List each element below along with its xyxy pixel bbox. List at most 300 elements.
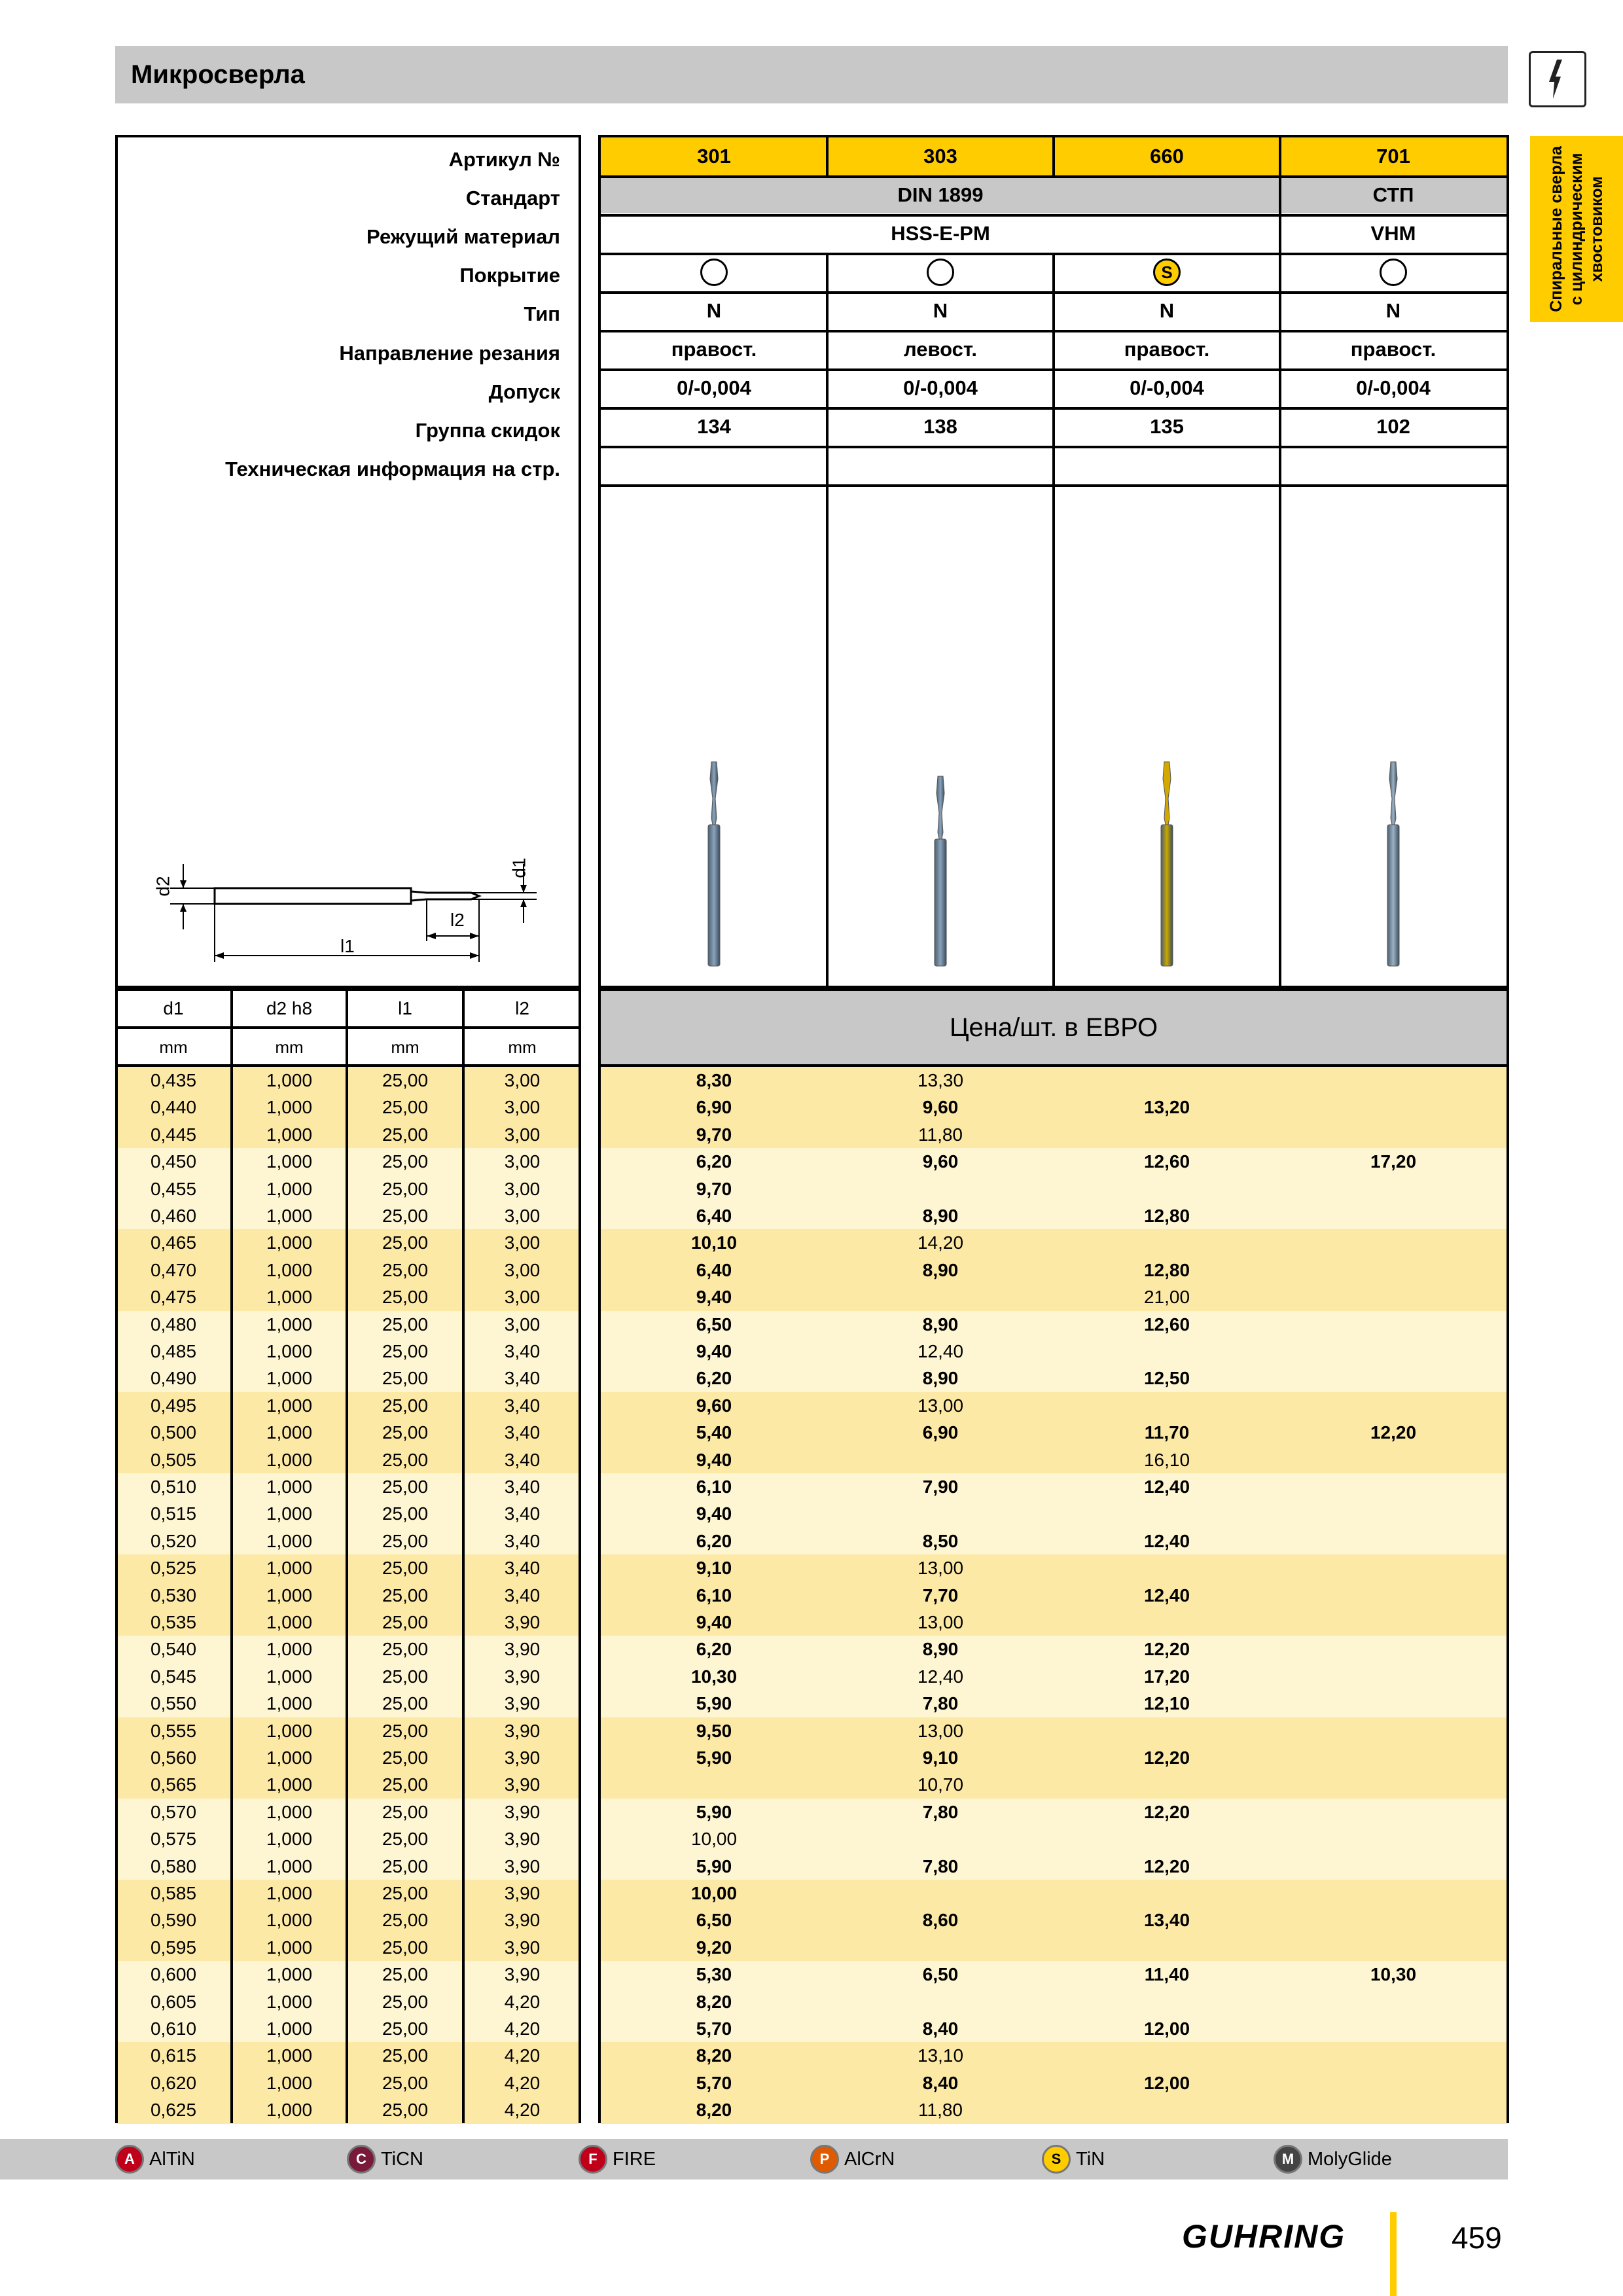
price-cell[interactable]: 6,90 <box>922 1422 959 1443</box>
price-cell[interactable] <box>1280 1825 1507 1852</box>
table-cell: 0,565 <box>150 1774 197 1795</box>
price-cell[interactable]: 12,20 <box>1143 1748 1190 1768</box>
coating-cell <box>1054 254 1280 291</box>
table-cell: 3,40 <box>504 1395 541 1416</box>
price-cell[interactable] <box>1280 1067 1507 1094</box>
price-cell[interactable]: 6,50 <box>696 1314 732 1335</box>
legend-label: TiCN <box>381 2148 423 2170</box>
discount-group-cell: 134 <box>697 415 731 438</box>
table-cell: 0,465 <box>150 1232 197 1253</box>
table-cell: 25,00 <box>382 1422 429 1443</box>
price-cell[interactable]: 13,00 <box>917 1612 964 1632</box>
table-cell: 0,455 <box>150 1178 197 1199</box>
discount-group-cell: 102 <box>1376 415 1410 438</box>
price-cell[interactable] <box>827 1934 1054 1961</box>
table-cell: 3,00 <box>504 1070 541 1090</box>
direction-cell: правост. <box>1350 338 1436 361</box>
side-tab-line1: Спиральные сверла <box>1546 146 1565 312</box>
grid-line <box>598 175 1509 178</box>
table-cell: 25,00 <box>382 1178 429 1199</box>
table-cell: 3,00 <box>504 1206 541 1226</box>
price-cell[interactable]: 10,00 <box>690 1829 738 1850</box>
table-cell: 3,40 <box>504 1422 541 1443</box>
grid-line <box>346 1067 348 2123</box>
price-cell[interactable] <box>1280 1257 1507 1283</box>
table-cell: 0,550 <box>150 1693 197 1714</box>
price-cell[interactable]: 12,20 <box>1370 1422 1417 1443</box>
spec-label: Техническая информация на стр. <box>225 457 560 480</box>
price-cell[interactable]: 5,90 <box>696 1856 732 1876</box>
price-cell[interactable] <box>1054 1934 1280 1961</box>
table-cell: 1,000 <box>266 1585 313 1605</box>
price-cell[interactable]: 11,40 <box>1144 1964 1190 1985</box>
price-cell[interactable] <box>1054 1825 1280 1852</box>
table-cell: 25,00 <box>382 1666 429 1687</box>
spec-label: Покрытие <box>459 264 560 287</box>
type-cell: N <box>1385 299 1401 322</box>
price-cell[interactable] <box>1280 2042 1507 2069</box>
price-cell[interactable] <box>1054 2042 1280 2069</box>
price-cell[interactable]: 9,60 <box>696 1395 732 1416</box>
price-cell[interactable]: 13,00 <box>917 1395 964 1416</box>
legend-item <box>1042 2142 1105 2177</box>
grid-line <box>826 135 829 175</box>
grid-line <box>598 214 1509 217</box>
price-cell[interactable]: 5,40 <box>696 1422 732 1443</box>
price-cell[interactable] <box>1054 1067 1280 1094</box>
price-cell[interactable] <box>1280 1175 1507 1202</box>
price-cell[interactable]: 8,40 <box>922 2072 959 2093</box>
price-cell[interactable]: 8,60 <box>922 1910 959 1931</box>
table-cell: 4,20 <box>504 1991 541 2012</box>
table-cell: 0,625 <box>150 2100 197 2121</box>
table-cell: 0,475 <box>150 1287 197 1308</box>
table-cell: 1,000 <box>266 1937 313 1958</box>
table-cell: 3,40 <box>504 1530 541 1551</box>
price-cell[interactable]: 8,90 <box>922 1259 959 1280</box>
price-cell[interactable] <box>1280 1934 1507 1961</box>
price-cell[interactable]: 8,90 <box>922 1639 959 1660</box>
table-cell: 0,520 <box>150 1530 197 1551</box>
price-cell[interactable]: 9,60 <box>922 1097 959 1118</box>
legend-item <box>579 2142 656 2177</box>
table-cell: 1,000 <box>266 1259 313 1280</box>
price-cell[interactable]: 12,80 <box>1143 1259 1190 1280</box>
price-cell[interactable] <box>1280 1663 1507 1690</box>
side-tab-line3: хвостовиком <box>1587 176 1606 282</box>
table-cell: 3,90 <box>504 1937 541 1958</box>
price-cell[interactable]: 12,20 <box>1143 1801 1190 1822</box>
price-cell[interactable]: 9,60 <box>922 1151 959 1172</box>
price-cell[interactable]: 7,80 <box>922 1856 959 1876</box>
price-cell[interactable]: 12,00 <box>1143 2072 1190 2093</box>
table-cell: 1,000 <box>266 1693 313 1714</box>
table-cell: 3,90 <box>504 1910 541 1931</box>
table-cell: 1,000 <box>266 2045 313 2066</box>
price-cell[interactable] <box>1280 1202 1507 1229</box>
price-cell[interactable]: 6,40 <box>696 1206 732 1226</box>
price-cell[interactable]: 7,80 <box>922 1693 959 1714</box>
discount-group-cell: 138 <box>923 415 957 438</box>
table-cell: 3,00 <box>504 1124 541 1145</box>
legend-item <box>347 2142 423 2177</box>
price-cell[interactable]: 6,50 <box>922 1964 959 1985</box>
table-cell: 25,00 <box>382 1774 429 1795</box>
coating-cell <box>601 254 827 291</box>
price-cell[interactable]: 5,90 <box>696 1801 732 1822</box>
price-cell[interactable]: 8,90 <box>922 1206 959 1226</box>
table-cell: 3,40 <box>504 1558 541 1579</box>
price-cell[interactable] <box>1054 1338 1280 1365</box>
price-cell[interactable]: 5,70 <box>696 2018 732 2039</box>
table-cell: 25,00 <box>382 2072 429 2093</box>
price-cell[interactable]: 5,90 <box>696 1748 732 1768</box>
price-cell[interactable] <box>1280 1473 1507 1500</box>
spec-label: Группа скидок <box>415 418 560 442</box>
price-cell[interactable]: 10,70 <box>917 1774 964 1795</box>
table-cell: 25,00 <box>382 1124 429 1145</box>
price-cell[interactable]: 11,80 <box>918 1124 963 1145</box>
price-cell[interactable]: 6,10 <box>696 1477 732 1497</box>
price-cell[interactable] <box>1054 1771 1280 1798</box>
price-cell[interactable]: 13,20 <box>1143 1097 1190 1118</box>
price-cell[interactable]: 12,20 <box>1143 1639 1190 1660</box>
table-cell: 0,580 <box>150 1856 197 1876</box>
price-cell[interactable]: 9,40 <box>696 1341 732 1361</box>
column-unit: mm <box>275 1037 304 1057</box>
table-cell: 3,40 <box>504 1503 541 1524</box>
price-cell[interactable] <box>1280 1690 1507 1717</box>
table-cell: 1,000 <box>266 1477 313 1497</box>
price-cell[interactable]: 10,00 <box>690 1883 738 1903</box>
table-cell: 0,540 <box>150 1639 197 1660</box>
legend-label: TiN <box>1076 2148 1105 2170</box>
price-cell[interactable]: 12,60 <box>1143 1314 1190 1335</box>
price-cell[interactable] <box>1280 2070 1507 2096</box>
price-cell[interactable]: 6,20 <box>696 1530 732 1551</box>
table-cell: 25,00 <box>382 1991 429 2012</box>
price-cell[interactable]: 16,10 <box>1143 1449 1190 1470</box>
price-cell[interactable]: 13,00 <box>917 1558 964 1579</box>
table-cell: 25,00 <box>382 1558 429 1579</box>
price-cell[interactable] <box>1280 1988 1507 2015</box>
drill-dimension-diagram <box>144 844 550 975</box>
price-cell[interactable]: 11,80 <box>918 2100 963 2121</box>
price-cell[interactable] <box>827 1988 1054 2015</box>
section-side-tab[interactable] <box>1530 136 1623 322</box>
table-cell: 3,00 <box>504 1314 541 1335</box>
price-cell[interactable]: 5,90 <box>696 1693 732 1714</box>
discount-group-cell: 135 <box>1150 415 1184 438</box>
table-cell: 25,00 <box>382 1612 429 1632</box>
price-cell[interactable]: 12,20 <box>1143 1856 1190 1876</box>
table-cell: 1,000 <box>266 1206 313 1226</box>
table-cell: 0,530 <box>150 1585 197 1605</box>
standard-din: DIN 1899 <box>601 177 1280 213</box>
price-cell[interactable]: 21,00 <box>1143 1287 1190 1308</box>
price-cell[interactable] <box>1280 1744 1507 1771</box>
table-cell: 25,00 <box>382 1530 429 1551</box>
table-cell: 4,20 <box>504 2018 541 2039</box>
price-cell[interactable]: 9,50 <box>696 1720 732 1741</box>
direction-cell: правост. <box>1124 338 1210 361</box>
tin-icon: S <box>1042 2145 1071 2174</box>
table-cell: 3,00 <box>504 1259 541 1280</box>
article-number[interactable]: 301 <box>601 137 827 175</box>
table-cell: 0,590 <box>150 1910 197 1931</box>
price-cell[interactable] <box>1280 1121 1507 1148</box>
table-cell: 0,490 <box>150 1368 197 1389</box>
price-cell[interactable]: 9,70 <box>696 1178 732 1199</box>
price-cell[interactable]: 6,40 <box>696 1259 732 1280</box>
grid-line <box>462 1067 465 2123</box>
price-cell[interactable]: 12,40 <box>1143 1585 1190 1605</box>
price-cell[interactable]: 5,70 <box>696 2072 732 2093</box>
price-cell[interactable]: 8,30 <box>696 1070 732 1090</box>
price-cell[interactable]: 9,40 <box>696 1287 732 1308</box>
price-cell[interactable] <box>1054 1121 1280 1148</box>
price-cell[interactable] <box>1280 1283 1507 1310</box>
article-number[interactable]: 701 <box>1280 137 1507 175</box>
price-cell[interactable] <box>1280 1229 1507 1256</box>
price-cell[interactable] <box>1280 1717 1507 1744</box>
price-cell[interactable] <box>827 1446 1054 1473</box>
table-cell: 1,000 <box>266 1558 313 1579</box>
article-number[interactable]: 303 <box>827 137 1054 175</box>
column-header: l2 <box>515 998 529 1018</box>
table-cell: 25,00 <box>382 1259 429 1280</box>
table-cell: 1,000 <box>266 2018 313 2039</box>
uncoated-icon <box>700 259 728 286</box>
table-cell: 25,00 <box>382 1341 429 1361</box>
price-cell[interactable]: 9,10 <box>922 1748 959 1768</box>
price-cell[interactable]: 10,30 <box>1370 1964 1417 1985</box>
table-cell: 1,000 <box>266 2072 313 2093</box>
price-cell[interactable]: 6,20 <box>696 1151 732 1172</box>
table-cell: 0,470 <box>150 1259 197 1280</box>
page-number: 459 <box>1452 2221 1502 2255</box>
table-cell: 0,575 <box>150 1829 197 1850</box>
price-cell[interactable]: 8,20 <box>696 2045 732 2066</box>
legend-label: AlTiN <box>149 2148 195 2170</box>
type-cell: N <box>1159 299 1175 322</box>
grid-line <box>115 1026 581 1029</box>
table-cell: 0,515 <box>150 1503 197 1524</box>
table-cell: 1,000 <box>266 1666 313 1687</box>
price-cell[interactable] <box>827 1880 1054 1907</box>
price-cell[interactable]: 12,40 <box>1143 1477 1190 1497</box>
price-cell[interactable] <box>1280 1500 1507 1527</box>
price-cell[interactable]: 5,30 <box>696 1964 732 1985</box>
price-cell[interactable] <box>1054 1880 1280 1907</box>
price-cell[interactable] <box>1054 1500 1280 1527</box>
table-cell: 1,000 <box>266 1829 313 1850</box>
price-cell[interactable]: 17,20 <box>1143 1666 1190 1687</box>
price-cell[interactable]: 8,20 <box>696 1991 732 2012</box>
table-cell: 1,000 <box>266 1774 313 1795</box>
price-cell[interactable]: 13,00 <box>917 1720 964 1741</box>
price-cell[interactable] <box>827 1175 1054 1202</box>
price-cell[interactable]: 13,30 <box>917 1070 964 1090</box>
table-cell: 25,00 <box>382 1368 429 1389</box>
table-cell: 1,000 <box>266 1503 313 1524</box>
table-cell: 0,480 <box>150 1314 197 1335</box>
table-cell: 25,00 <box>382 1910 429 1931</box>
price-cell[interactable] <box>1280 1799 1507 1825</box>
price-cell[interactable]: 12,80 <box>1143 1206 1190 1226</box>
price-cell[interactable]: 8,20 <box>696 2100 732 2121</box>
price-cell[interactable]: 6,90 <box>696 1097 732 1118</box>
table-cell: 1,000 <box>266 1314 313 1335</box>
price-cell[interactable]: 12,00 <box>1143 2018 1190 2039</box>
table-cell: 3,90 <box>504 1748 541 1768</box>
price-cell[interactable]: 10,30 <box>690 1666 738 1687</box>
price-cell[interactable] <box>1054 1717 1280 1744</box>
title-bar <box>115 46 1508 103</box>
table-cell: 1,000 <box>266 1124 313 1145</box>
table-cell: 3,90 <box>504 1964 541 1985</box>
price-cell[interactable] <box>1280 1094 1507 1121</box>
table-cell: 3,00 <box>504 1232 541 1253</box>
column-header: l1 <box>398 998 412 1018</box>
price-cell[interactable]: 6,50 <box>696 1910 732 1931</box>
table-cell: 25,00 <box>382 1829 429 1850</box>
price-cell[interactable] <box>1280 1392 1507 1419</box>
price-cell[interactable]: 13,10 <box>917 2045 964 2066</box>
tolerance-cell: 0/-0,004 <box>903 376 978 399</box>
price-cell[interactable]: 6,20 <box>696 1639 732 1660</box>
table-cell: 0,620 <box>150 2072 197 2093</box>
price-cell[interactable]: 12,50 <box>1143 1368 1190 1389</box>
table-cell: 1,000 <box>266 1151 313 1172</box>
table-cell: 0,495 <box>150 1395 197 1416</box>
spec-label: Направление резания <box>339 341 560 365</box>
price-cell[interactable]: 8,40 <box>922 2018 959 2039</box>
price-cell[interactable] <box>1280 1636 1507 1662</box>
price-cell[interactable]: 17,20 <box>1370 1151 1417 1172</box>
price-cell[interactable] <box>827 1825 1054 1852</box>
price-cell[interactable]: 12,10 <box>1143 1693 1190 1714</box>
price-cell[interactable] <box>1280 1554 1507 1581</box>
price-cell[interactable] <box>1280 2015 1507 2042</box>
tolerance-cell: 0/-0,004 <box>1356 376 1431 399</box>
grid-line <box>598 1064 1509 1067</box>
column-header: d1 <box>163 998 184 1018</box>
price-cell[interactable]: 6,20 <box>696 1368 732 1389</box>
price-cell[interactable]: 9,20 <box>696 1937 732 1958</box>
price-cell[interactable]: 12,40 <box>917 1666 964 1687</box>
table-cell: 0,605 <box>150 1991 197 2012</box>
price-cell[interactable]: 8,50 <box>922 1530 959 1551</box>
grid-line <box>115 1064 581 1067</box>
table-cell: 25,00 <box>382 1748 429 1768</box>
price-cell[interactable]: 9,70 <box>696 1124 732 1145</box>
table-cell: 3,40 <box>504 1449 541 1470</box>
table-cell: 3,00 <box>504 1287 541 1308</box>
price-cell[interactable]: 10,10 <box>690 1232 738 1253</box>
price-cell[interactable] <box>1280 1582 1507 1609</box>
table-cell: 0,525 <box>150 1558 197 1579</box>
side-tab-line2: с цилиндрическим <box>1567 152 1586 306</box>
label-d2: d2 <box>152 876 173 897</box>
table-cell: 25,00 <box>382 1477 429 1497</box>
table-cell: 1,000 <box>266 1856 313 1876</box>
price-cell[interactable]: 7,90 <box>922 1477 959 1497</box>
price-cell[interactable] <box>601 1771 827 1798</box>
uncoated-icon <box>927 259 954 286</box>
label-d1: d1 <box>508 857 529 878</box>
price-cell[interactable] <box>827 1500 1054 1527</box>
price-cell[interactable]: 12,60 <box>1143 1151 1190 1172</box>
price-cell[interactable] <box>1054 1175 1280 1202</box>
spec-label: Режущий материал <box>366 225 560 249</box>
price-cell[interactable] <box>1054 1392 1280 1419</box>
price-cell[interactable] <box>1054 1988 1280 2015</box>
price-cell[interactable]: 8,90 <box>922 1314 959 1335</box>
price-cell[interactable]: 9,40 <box>696 1449 732 1470</box>
table-cell: 25,00 <box>382 1937 429 1958</box>
price-cell[interactable] <box>827 1283 1054 1310</box>
table-cell: 3,90 <box>504 1639 541 1660</box>
price-cell[interactable] <box>1280 1771 1507 1798</box>
price-cell[interactable]: 9,40 <box>696 1612 732 1632</box>
price-cell[interactable] <box>1280 1365 1507 1391</box>
table-cell: 0,610 <box>150 2018 197 2039</box>
price-cell[interactable]: 12,40 <box>917 1341 964 1361</box>
price-cell[interactable]: 14,20 <box>917 1232 964 1253</box>
price-cell[interactable] <box>1280 1338 1507 1365</box>
page-title: Микросверла <box>131 60 305 89</box>
price-cell[interactable] <box>1280 1528 1507 1554</box>
price-header: Цена/шт. в ЕВРО <box>601 990 1507 1066</box>
table-cell: 25,00 <box>382 1964 429 1985</box>
price-cell[interactable]: 9,10 <box>696 1558 732 1579</box>
price-cell[interactable]: 13,40 <box>1143 1910 1190 1931</box>
table-cell: 25,00 <box>382 2100 429 2121</box>
column-unit: mm <box>391 1037 419 1057</box>
table-cell: 3,00 <box>504 1178 541 1199</box>
price-cell[interactable]: 6,10 <box>696 1585 732 1605</box>
price-cell[interactable]: 11,70 <box>1144 1422 1190 1443</box>
legend-label: FIRE <box>613 2148 656 2170</box>
table-cell: 1,000 <box>266 1748 313 1768</box>
table-cell: 1,000 <box>266 1232 313 1253</box>
price-cell[interactable] <box>1280 1311 1507 1338</box>
price-cell[interactable]: 8,90 <box>922 1368 959 1389</box>
article-number[interactable]: 660 <box>1054 137 1280 175</box>
price-cell[interactable] <box>1280 1853 1507 1880</box>
price-cell[interactable]: 7,80 <box>922 1801 959 1822</box>
spec-label: Артикул № <box>448 148 560 171</box>
price-cell[interactable] <box>1054 2096 1280 2123</box>
price-cell[interactable]: 12,40 <box>1143 1530 1190 1551</box>
price-cell[interactable] <box>1280 1880 1507 1907</box>
price-cell[interactable] <box>1054 1554 1280 1581</box>
price-cell[interactable] <box>1280 1446 1507 1473</box>
drill-product-image <box>701 759 727 969</box>
price-cell[interactable] <box>1280 2096 1507 2123</box>
price-cell[interactable]: 7,70 <box>922 1585 959 1605</box>
table-cell: 3,90 <box>504 1666 541 1687</box>
price-cell[interactable] <box>1054 1609 1280 1636</box>
direction-cell: левост. <box>903 338 977 361</box>
price-cell[interactable]: 9,40 <box>696 1503 732 1524</box>
price-cell[interactable] <box>1054 1229 1280 1256</box>
price-cell[interactable] <box>1280 1907 1507 1933</box>
price-cell[interactable] <box>1280 1609 1507 1636</box>
table-cell: 0,440 <box>150 1097 197 1118</box>
table-cell: 1,000 <box>266 1422 313 1443</box>
